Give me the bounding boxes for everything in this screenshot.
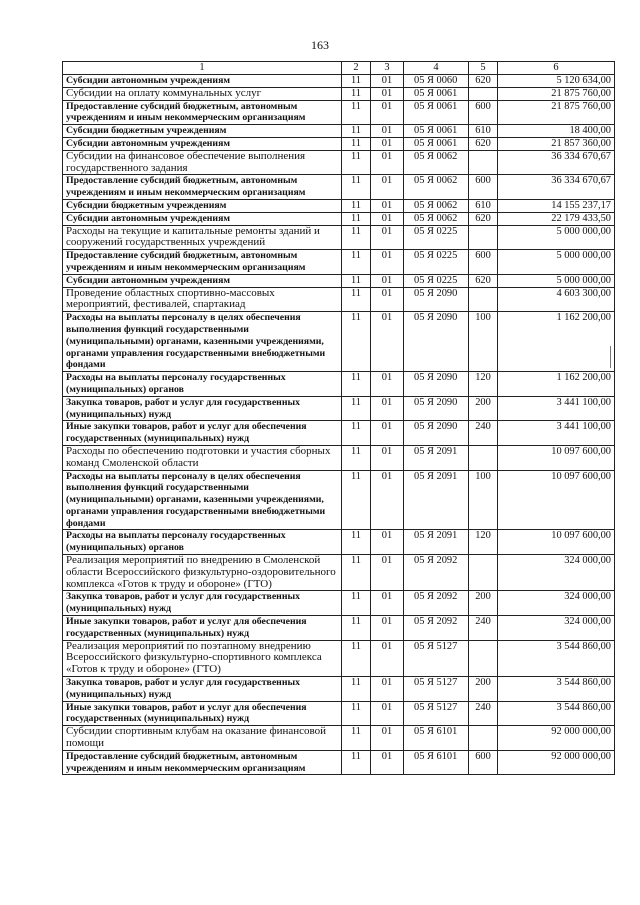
row-expense-type-cell: [469, 225, 498, 250]
row-target-article-cell: 05 Я 0061: [404, 100, 469, 125]
row-expense-type-cell: 240: [469, 421, 498, 446]
row-subsection-cell: 01: [371, 212, 404, 225]
table-row: [63, 175, 615, 200]
table-row: [63, 677, 615, 702]
table-row: [63, 372, 615, 397]
row-subsection-cell: 01: [371, 225, 404, 250]
row-subsection-cell: 01: [371, 75, 404, 88]
row-amount-cell: 10 097 600,00: [498, 530, 615, 555]
row-name-cell: Субсидии автономным учреждениям: [63, 274, 342, 287]
row-target-article-cell: 05 Я 0061: [404, 87, 469, 100]
row-expense-type-cell: 600: [469, 100, 498, 125]
row-amount-cell: 324 000,00: [498, 591, 615, 616]
row-target-article-cell: 05 Я 0061: [404, 125, 469, 138]
row-subsection-cell: 01: [371, 125, 404, 138]
row-section-cell: 11: [342, 421, 371, 446]
row-expense-type-cell: [469, 640, 498, 676]
row-amount-cell: 10 097 600,00: [498, 470, 615, 530]
row-target-article-cell: 05 Я 0062: [404, 199, 469, 212]
row-subsection-cell: 01: [371, 250, 404, 275]
row-name-cell: Предоставление субсидий бюджетным, автономным учреждениям и иным некоммерческим организациям: [63, 250, 342, 275]
row-amount-cell: 22 179 433,50: [498, 212, 615, 225]
row-name-cell: Субсидии бюджетным учреждениям: [63, 125, 342, 138]
row-amount-cell: 1 162 200,00: [498, 312, 615, 372]
row-section-cell: 11: [342, 199, 371, 212]
table-row: [63, 591, 615, 616]
row-subsection-cell: 01: [371, 100, 404, 125]
row-section-cell: 11: [342, 287, 371, 312]
row-section-cell: 11: [342, 701, 371, 726]
table-row: [63, 274, 615, 287]
row-section-cell: 11: [342, 312, 371, 372]
table-row: [63, 701, 615, 726]
row-name-cell: Расходы на текущие и капитальные ремонты зданий и сооружений государственных учреждений: [63, 225, 342, 250]
row-subsection-cell: 01: [371, 199, 404, 212]
table-row: [63, 199, 615, 212]
header-cell: 4: [404, 62, 469, 75]
row-expense-type-cell: [469, 87, 498, 100]
row-name-cell: Иные закупки товаров, работ и услуг для обеспечения государственных (муниципальных) нужд: [63, 616, 342, 641]
table-row: [63, 396, 615, 421]
row-expense-type-cell: [469, 555, 498, 591]
row-section-cell: 11: [342, 750, 371, 775]
row-subsection-cell: 01: [371, 591, 404, 616]
row-amount-cell: 18 400,00: [498, 125, 615, 138]
row-amount-cell: 21 875 760,00: [498, 100, 615, 125]
row-expense-type-cell: 120: [469, 530, 498, 555]
row-section-cell: 11: [342, 555, 371, 591]
table-row: [63, 225, 615, 250]
row-subsection-cell: 01: [371, 640, 404, 676]
row-expense-type-cell: 100: [469, 312, 498, 372]
row-target-article-cell: 05 Я 2091: [404, 445, 469, 470]
row-target-article-cell: 05 Я 2090: [404, 372, 469, 397]
row-target-article-cell: 05 Я 0062: [404, 175, 469, 200]
page-number: 163: [311, 38, 329, 52]
table-row: [63, 616, 615, 641]
row-expense-type-cell: 240: [469, 616, 498, 641]
row-amount-cell: 5 000 000,00: [498, 250, 615, 275]
row-section-cell: 11: [342, 75, 371, 88]
row-expense-type-cell: 620: [469, 274, 498, 287]
row-name-cell: Предоставление субсидий бюджетным, автономным учреждениям и иным некоммерческим организациям: [63, 175, 342, 200]
table-row: [63, 100, 615, 125]
row-target-article-cell: 05 Я 5127: [404, 640, 469, 676]
table-row: [63, 555, 615, 591]
row-subsection-cell: 01: [371, 555, 404, 591]
row-target-article-cell: 05 Я 2091: [404, 470, 469, 530]
table-row: [63, 445, 615, 470]
row-expense-type-cell: 100: [469, 470, 498, 530]
row-expense-type-cell: 610: [469, 125, 498, 138]
row-name-cell: Иные закупки товаров, работ и услуг для обеспечения государственных (муниципальных) нужд: [63, 701, 342, 726]
row-section-cell: 11: [342, 640, 371, 676]
row-section-cell: 11: [342, 616, 371, 641]
row-target-article-cell: 05 Я 5127: [404, 677, 469, 702]
row-target-article-cell: 05 Я 0060: [404, 75, 469, 88]
row-target-article-cell: 05 Я 0062: [404, 212, 469, 225]
row-amount-cell: 1 162 200,00: [498, 372, 615, 397]
row-amount-cell: 92 000 000,00: [498, 726, 615, 751]
row-name-cell: Закупка товаров, работ и услуг для государственных (муниципальных) нужд: [63, 591, 342, 616]
row-amount-cell: 36 334 670,67: [498, 175, 615, 200]
table-row: [63, 125, 615, 138]
row-name-cell: Расходы на выплаты персоналу в целях обеспечения выполнения функций государственными (муниципальными) органами, казенными учреждениями, органами управления государственными внебюджетными фондами: [63, 312, 342, 372]
table-row: [63, 421, 615, 446]
row-amount-cell: 14 155 237,17: [498, 199, 615, 212]
row-section-cell: 11: [342, 225, 371, 250]
row-name-cell: Закупка товаров, работ и услуг для государственных (муниципальных) нужд: [63, 677, 342, 702]
row-name-cell: Предоставление субсидий бюджетным, автономным учреждениям и иным некоммерческим организациям: [63, 750, 342, 775]
row-subsection-cell: 01: [371, 677, 404, 702]
row-amount-cell: 3 441 100,00: [498, 396, 615, 421]
row-subsection-cell: 01: [371, 445, 404, 470]
row-section-cell: 11: [342, 591, 371, 616]
table-row: [63, 726, 615, 751]
row-section-cell: 11: [342, 372, 371, 397]
row-amount-cell: 4 603 300,00: [498, 287, 615, 312]
row-target-article-cell: 05 Я 0225: [404, 274, 469, 287]
row-subsection-cell: 01: [371, 421, 404, 446]
row-section-cell: 11: [342, 677, 371, 702]
table-row: [63, 640, 615, 676]
row-subsection-cell: 01: [371, 616, 404, 641]
row-amount-cell: 5 000 000,00: [498, 225, 615, 250]
row-expense-type-cell: 620: [469, 212, 498, 225]
row-name-cell: Расходы на выплаты персоналу в целях обеспечения выполнения функций государственными (муниципальными) органами, казенными учреждениями, органами управления государственными внебюджетными фондами: [63, 470, 342, 530]
row-expense-type-cell: 620: [469, 137, 498, 150]
row-section-cell: 11: [342, 470, 371, 530]
row-subsection-cell: 01: [371, 372, 404, 397]
row-target-article-cell: 05 Я 0061: [404, 137, 469, 150]
header-cell: 6: [498, 62, 615, 75]
row-name-cell: Закупка товаров, работ и услуг для государственных (муниципальных) нужд: [63, 396, 342, 421]
row-subsection-cell: 01: [371, 726, 404, 751]
row-section-cell: 11: [342, 87, 371, 100]
row-section-cell: 11: [342, 250, 371, 275]
row-amount-cell: 21 857 360,00: [498, 137, 615, 150]
row-name-cell: Расходы на выплаты персоналу государственных (муниципальных) органов: [63, 530, 342, 555]
row-subsection-cell: 01: [371, 530, 404, 555]
row-section-cell: 11: [342, 125, 371, 138]
row-expense-type-cell: 240: [469, 701, 498, 726]
row-name-cell: Расходы по обеспечению подготовки и участия сборных команд Смоленской области: [63, 445, 342, 470]
table-row: [63, 250, 615, 275]
row-target-article-cell: 05 Я 0225: [404, 250, 469, 275]
row-name-cell: Реализация мероприятий по внедрению в Смоленской области Всероссийского физкультурно-оздоровительного комплекса «Готов к труду и обороне» (ГТО): [63, 555, 342, 591]
row-subsection-cell: 01: [371, 287, 404, 312]
table-row: [63, 75, 615, 88]
row-amount-cell: 92 000 000,00: [498, 750, 615, 775]
row-subsection-cell: 01: [371, 150, 404, 175]
row-expense-type-cell: 620: [469, 75, 498, 88]
header-cell: 2: [342, 62, 371, 75]
row-amount-cell: 324 000,00: [498, 616, 615, 641]
row-subsection-cell: 01: [371, 175, 404, 200]
row-section-cell: 11: [342, 445, 371, 470]
row-target-article-cell: 05 Я 5127: [404, 701, 469, 726]
row-subsection-cell: 01: [371, 274, 404, 287]
table-row: [63, 470, 615, 530]
row-section-cell: 11: [342, 274, 371, 287]
row-expense-type-cell: 200: [469, 677, 498, 702]
row-amount-cell: 3 544 860,00: [498, 640, 615, 676]
row-target-article-cell: 05 Я 2092: [404, 555, 469, 591]
budget-table: [62, 61, 615, 775]
row-name-cell: Субсидии автономным учреждениям: [63, 212, 342, 225]
row-section-cell: 11: [342, 150, 371, 175]
table-body: [63, 62, 615, 775]
row-target-article-cell: 05 Я 2092: [404, 616, 469, 641]
row-target-article-cell: 05 Я 0062: [404, 150, 469, 175]
table-row: [63, 530, 615, 555]
table-row: [63, 750, 615, 775]
row-name-cell: Расходы на выплаты персоналу государственных (муниципальных) органов: [63, 372, 342, 397]
row-expense-type-cell: 200: [469, 591, 498, 616]
row-expense-type-cell: 600: [469, 250, 498, 275]
table-row: [63, 312, 615, 372]
row-subsection-cell: 01: [371, 701, 404, 726]
row-section-cell: 11: [342, 396, 371, 421]
row-expense-type-cell: [469, 150, 498, 175]
row-target-article-cell: 05 Я 0225: [404, 225, 469, 250]
row-name-cell: Реализация мероприятий по поэтапному внедрению Всероссийского физкультурно-спортивного комплекса «Готов к труду и обороне» (ГТО): [63, 640, 342, 676]
table-row: [63, 212, 615, 225]
table-row: [63, 287, 615, 312]
row-amount-cell: 3 441 100,00: [498, 421, 615, 446]
row-target-article-cell: 05 Я 2091: [404, 530, 469, 555]
row-subsection-cell: 01: [371, 396, 404, 421]
table-row: [63, 87, 615, 100]
row-name-cell: Предоставление субсидий бюджетным, автономным учреждениям и иным некоммерческим организациям: [63, 100, 342, 125]
row-name-cell: Субсидии спортивным клубам на оказание финансовой помощи: [63, 726, 342, 751]
row-name-cell: Иные закупки товаров, работ и услуг для обеспечения государственных (муниципальных) нужд: [63, 421, 342, 446]
row-expense-type-cell: 600: [469, 175, 498, 200]
row-section-cell: 11: [342, 726, 371, 751]
row-target-article-cell: 05 Я 2090: [404, 396, 469, 421]
row-subsection-cell: 01: [371, 87, 404, 100]
row-expense-type-cell: 200: [469, 396, 498, 421]
row-name-cell: Проведение областных спортивно-массовых мероприятий, фестивалей, спартакиад: [63, 287, 342, 312]
table-row: [63, 150, 615, 175]
row-target-article-cell: 05 Я 6101: [404, 726, 469, 751]
row-amount-cell: 324 000,00: [498, 555, 615, 591]
row-subsection-cell: 01: [371, 137, 404, 150]
row-target-article-cell: 05 Я 2090: [404, 421, 469, 446]
row-expense-type-cell: 610: [469, 199, 498, 212]
row-amount-cell: 5 000 000,00: [498, 274, 615, 287]
header-cell: 3: [371, 62, 404, 75]
table-row: [63, 137, 615, 150]
row-expense-type-cell: [469, 726, 498, 751]
row-target-article-cell: 05 Я 2090: [404, 287, 469, 312]
row-name-cell: Субсидии автономным учреждениям: [63, 137, 342, 150]
row-name-cell: Субсидии на финансовое обеспечение выполнения государственного задания: [63, 150, 342, 175]
table-header-row: [63, 62, 615, 75]
row-name-cell: Субсидии автономным учреждениям: [63, 75, 342, 88]
row-section-cell: 11: [342, 175, 371, 200]
row-section-cell: 11: [342, 137, 371, 150]
row-section-cell: 11: [342, 530, 371, 555]
header-cell: 1: [63, 62, 342, 75]
row-amount-cell: 3 544 860,00: [498, 677, 615, 702]
row-amount-cell: 3 544 860,00: [498, 701, 615, 726]
row-name-cell: Субсидии бюджетным учреждениям: [63, 199, 342, 212]
row-expense-type-cell: 600: [469, 750, 498, 775]
row-amount-cell: 10 097 600,00: [498, 445, 615, 470]
header-cell: 5: [469, 62, 498, 75]
row-section-cell: 11: [342, 100, 371, 125]
row-subsection-cell: 01: [371, 470, 404, 530]
row-expense-type-cell: [469, 287, 498, 312]
row-section-cell: 11: [342, 212, 371, 225]
row-subsection-cell: 01: [371, 750, 404, 775]
row-expense-type-cell: [469, 445, 498, 470]
row-target-article-cell: 05 Я 6101: [404, 750, 469, 775]
row-amount-cell: 36 334 670,67: [498, 150, 615, 175]
row-amount-cell: 21 875 760,00: [498, 87, 615, 100]
row-target-article-cell: 05 Я 2092: [404, 591, 469, 616]
row-subsection-cell: 01: [371, 312, 404, 372]
row-name-cell: Субсидии на оплату коммунальных услуг: [63, 87, 342, 100]
row-target-article-cell: 05 Я 2090: [404, 312, 469, 372]
row-expense-type-cell: 120: [469, 372, 498, 397]
row-amount-cell: 5 120 634,00: [498, 75, 615, 88]
